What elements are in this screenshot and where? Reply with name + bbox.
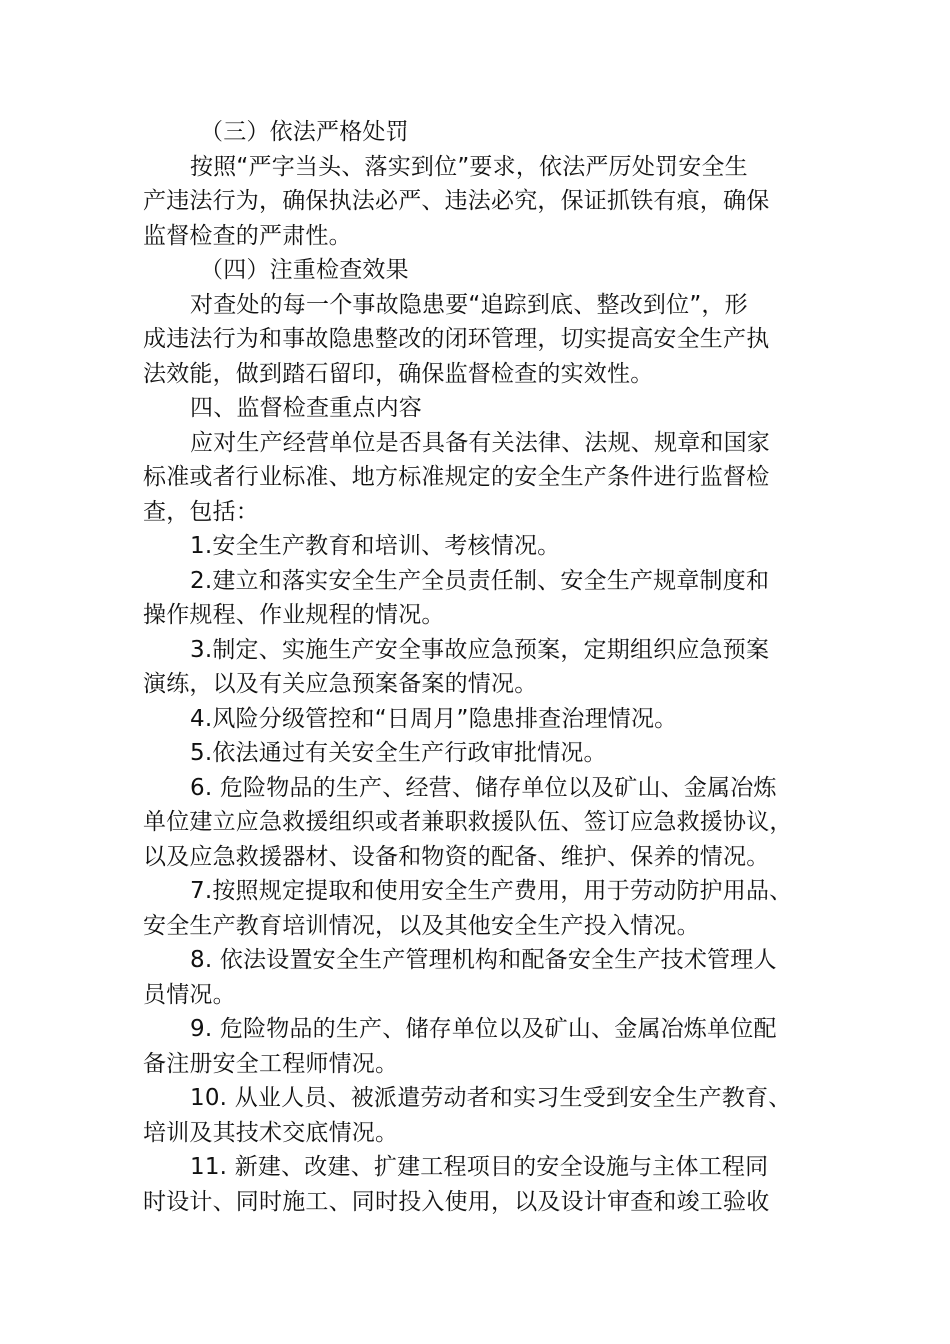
text-line: 5.依法通过有关安全生产行政审批情况。	[190, 740, 607, 766]
text-line: 9. 危险物品的生产、储存单位以及矿山、金属冶炼单位配	[190, 1016, 777, 1042]
text-line: 应对生产经营单位是否具备有关法律、法规、规章和国家	[190, 429, 770, 456]
text-line: 演练，以及有关应急预案备案的情况。	[143, 671, 538, 697]
text-line: 培训及其技术交底情况。	[143, 1119, 399, 1146]
text-line: 对查处的每一个事故隐患要“追踪到底、整改到位”，形	[190, 291, 748, 318]
text-line: （四）注重检查效果	[200, 257, 409, 283]
text-line: 操作规程、作业规程的情况。	[143, 602, 445, 628]
text-line: 成违法行为和事故隐患整改的闭环管理，切实提高安全生产执	[143, 326, 770, 352]
text-line: 以及应急救援器材、设备和物资的配备、维护、保养的情况。	[143, 843, 770, 870]
text-line: 3.制定、实施生产安全事故应急预案，定期组织应急预案	[190, 636, 770, 663]
document-body	[143, 115, 811, 1219]
text-line: 四、监督检查重点内容	[190, 395, 422, 421]
text-line: 安全生产教育培训情况，以及其他安全生产投入情况。	[143, 912, 700, 939]
text-line: 监督检查的严肃性。	[143, 222, 352, 249]
text-line: 标准或者行业标准、地方标准规定的安全生产条件进行监督检	[143, 464, 770, 490]
text-line: 时设计、同时施工、同时投入使用，以及设计审查和竣工验收	[143, 1188, 770, 1215]
text-line: 备注册安全工程师情况。	[143, 1050, 399, 1077]
text-line: 查，包括：	[143, 498, 259, 525]
text-line: 产违法行为，确保执法必严、违法必究，保证抓铁有痕，确保	[143, 188, 770, 214]
text-line: 1.安全生产教育和培训、考核情况。	[190, 533, 561, 559]
text-line: 6. 危险物品的生产、经营、储存单位以及矿山、金属冶炼	[190, 774, 777, 801]
text-line: 法效能，做到踏石留印，确保监督检查的实效性。	[143, 360, 654, 387]
text-line: 4.风险分级管控和“日周月”隐患排查治理情况。	[190, 705, 678, 732]
text-line: 10. 从业人员、被派遣劳动者和实习生受到安全生产教育、	[190, 1085, 792, 1111]
text-line: 8. 依法设置安全生产管理机构和配备安全生产技术管理人	[190, 947, 777, 973]
text-line: （三）依法严格处罚	[200, 119, 409, 145]
text-line: 2.建立和落实安全生产全员责任制、安全生产规章制度和	[190, 567, 770, 594]
text-line: 按照“严字当头、落实到位”要求，依法严厉处罚安全生	[190, 153, 748, 180]
text-line: 单位建立应急救援组织或者兼职救援队伍、签订应急救援协议，	[143, 809, 793, 835]
text-line: 7.按照规定提取和使用安全生产费用，用于劳动防护用品、	[190, 878, 793, 904]
text-line: 员情况。	[143, 981, 236, 1008]
text-line: 11. 新建、改建、扩建工程项目的安全设施与主体工程同	[190, 1154, 769, 1180]
